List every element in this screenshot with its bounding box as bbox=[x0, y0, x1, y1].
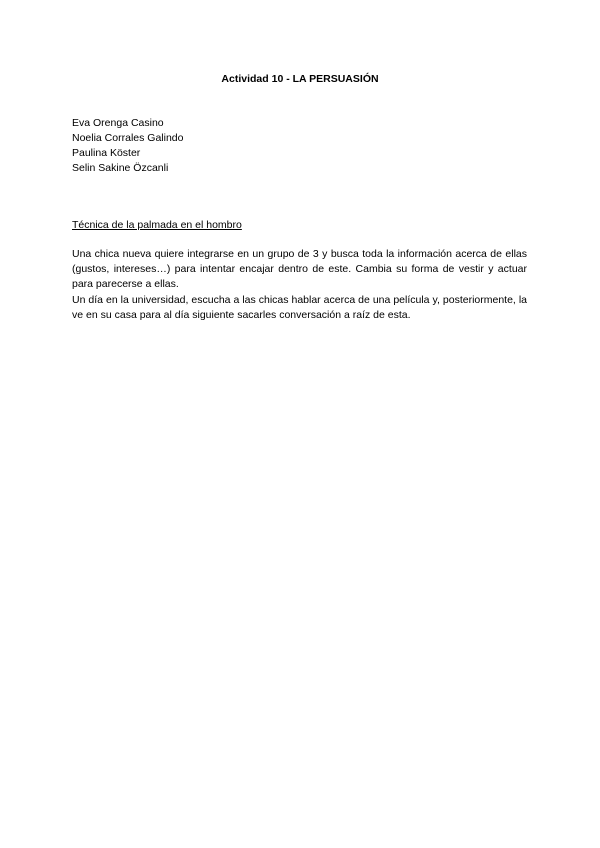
author-name: Paulina Köster bbox=[72, 147, 141, 159]
section-heading: Técnica de la palmada en el hombro bbox=[72, 219, 242, 231]
author-name: Noelia Corrales Galindo bbox=[72, 132, 184, 144]
paragraph: Una chica nueva quiere integrarse en un grupo de 3 y busca toda la información acerca de ellas (gustos, intereses…) para intentar encajar dentro de este. Cambia su forma de vestir y actuar para parecerse a ellas. bbox=[72, 248, 527, 291]
author-name: Selin Sakine Özcanli bbox=[72, 162, 169, 174]
author-name: Eva Orenga Casino bbox=[72, 117, 164, 129]
author-list bbox=[72, 116, 183, 176]
body-text bbox=[72, 247, 527, 323]
document-title: Actividad 10 - LA PERSUASIÓN bbox=[221, 73, 379, 85]
paragraph: Un día en la universidad, escucha a las chicas hablar acerca de una película y, posteriormente, la ve en su casa para al día siguiente sacarles conversación a raíz de esta. bbox=[72, 293, 527, 321]
